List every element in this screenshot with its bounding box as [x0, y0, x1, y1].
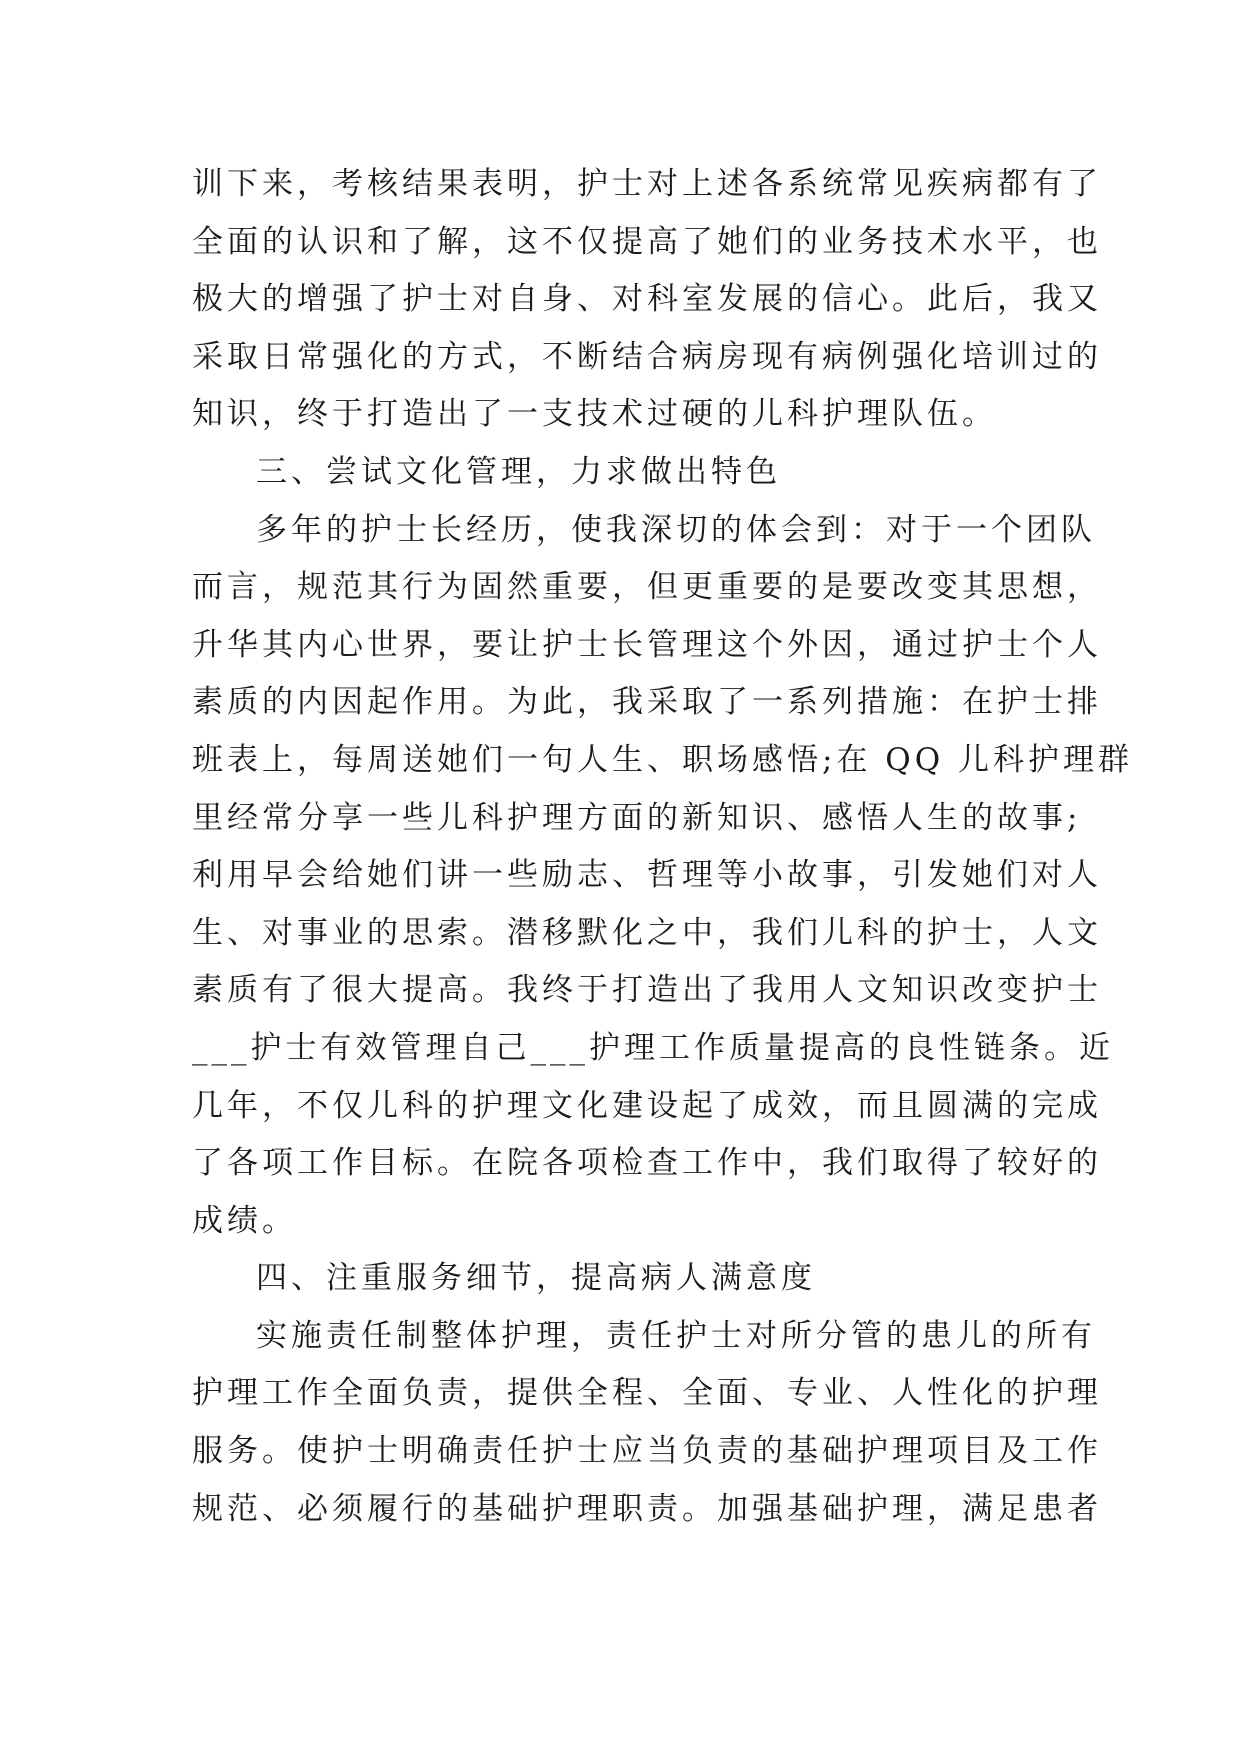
- paragraph-line: 服务。使护士明确责任护士应当负责的基础护理项目及工作: [192, 1433, 1102, 1470]
- paragraph-line: 利用早会给她们讲一些励志、哲理等小故事，引发她们对人: [192, 857, 1102, 894]
- paragraph-line: 多年的护士长经历，使我深切的体会到：对于一个团队: [256, 511, 1096, 548]
- paragraph-line: 升华其内心世界，要让护士长管理这个外因，通过护士个人: [192, 626, 1102, 663]
- paragraph-line: 几年，不仅儿科的护理文化建设起了成效，而且圆满的完成: [192, 1087, 1102, 1124]
- paragraph-line: 知识，终于打造出了一支技术过硬的儿科护理队伍。: [192, 396, 997, 433]
- paragraph-line: 全面的认识和了解，这不仅提高了她们的业务技术水平，也: [192, 223, 1102, 260]
- paragraph-line: 了各项工作目标。在院各项检查工作中，我们取得了较好的: [192, 1145, 1102, 1182]
- paragraph-line: 规范、必须履行的基础护理职责。加强基础护理，满足患者: [192, 1490, 1102, 1527]
- paragraph-line: 素质的内因起作用。为此，我采取了一系列措施：在护士排: [192, 684, 1102, 721]
- paragraph-line: 护理工作全面负责，提供全程、全面、专业、人性化的护理: [192, 1375, 1102, 1412]
- document-body: [192, 156, 1133, 1538]
- paragraph-line: 生、对事业的思索。潜移默化之中，我们儿科的护士，人文: [192, 914, 1102, 951]
- paragraph-line: 实施责任制整体护理，责任护士对所分管的患儿的所有: [256, 1317, 1096, 1354]
- paragraph-line: 素质有了很大提高。我终于打造出了我用人文知识改变护士: [192, 972, 1102, 1009]
- paragraph-line: 里经常分享一些儿科护理方面的新知识、感悟人生的故事;: [192, 799, 1082, 836]
- paragraph-line: 采取日常强化的方式，不断结合病房现有病例强化培训过的: [192, 338, 1102, 375]
- paragraph-line: 班表上，每周送她们一句人生、职场感悟;在 QQ 儿科护理群: [192, 741, 1133, 778]
- paragraph-line: 成绩。: [192, 1202, 297, 1239]
- paragraph-line: 而言，规范其行为固然重要，但更重要的是要改变其思想，: [192, 569, 1102, 606]
- section-heading-4: 四、注重服务细节，提高病人满意度: [256, 1260, 816, 1297]
- paragraph-line: 极大的增强了护士对自身、对科室发展的信心。此后，我又: [192, 281, 1102, 318]
- paragraph-line: ___护士有效管理自己___护理工作质量提高的良性链条。近: [192, 1029, 1114, 1066]
- section-heading-3: 三、尝试文化管理，力求做出特色: [256, 453, 781, 490]
- paragraph-line: 训下来，考核结果表明，护士对上述各系统常见疾病都有了: [192, 166, 1102, 202]
